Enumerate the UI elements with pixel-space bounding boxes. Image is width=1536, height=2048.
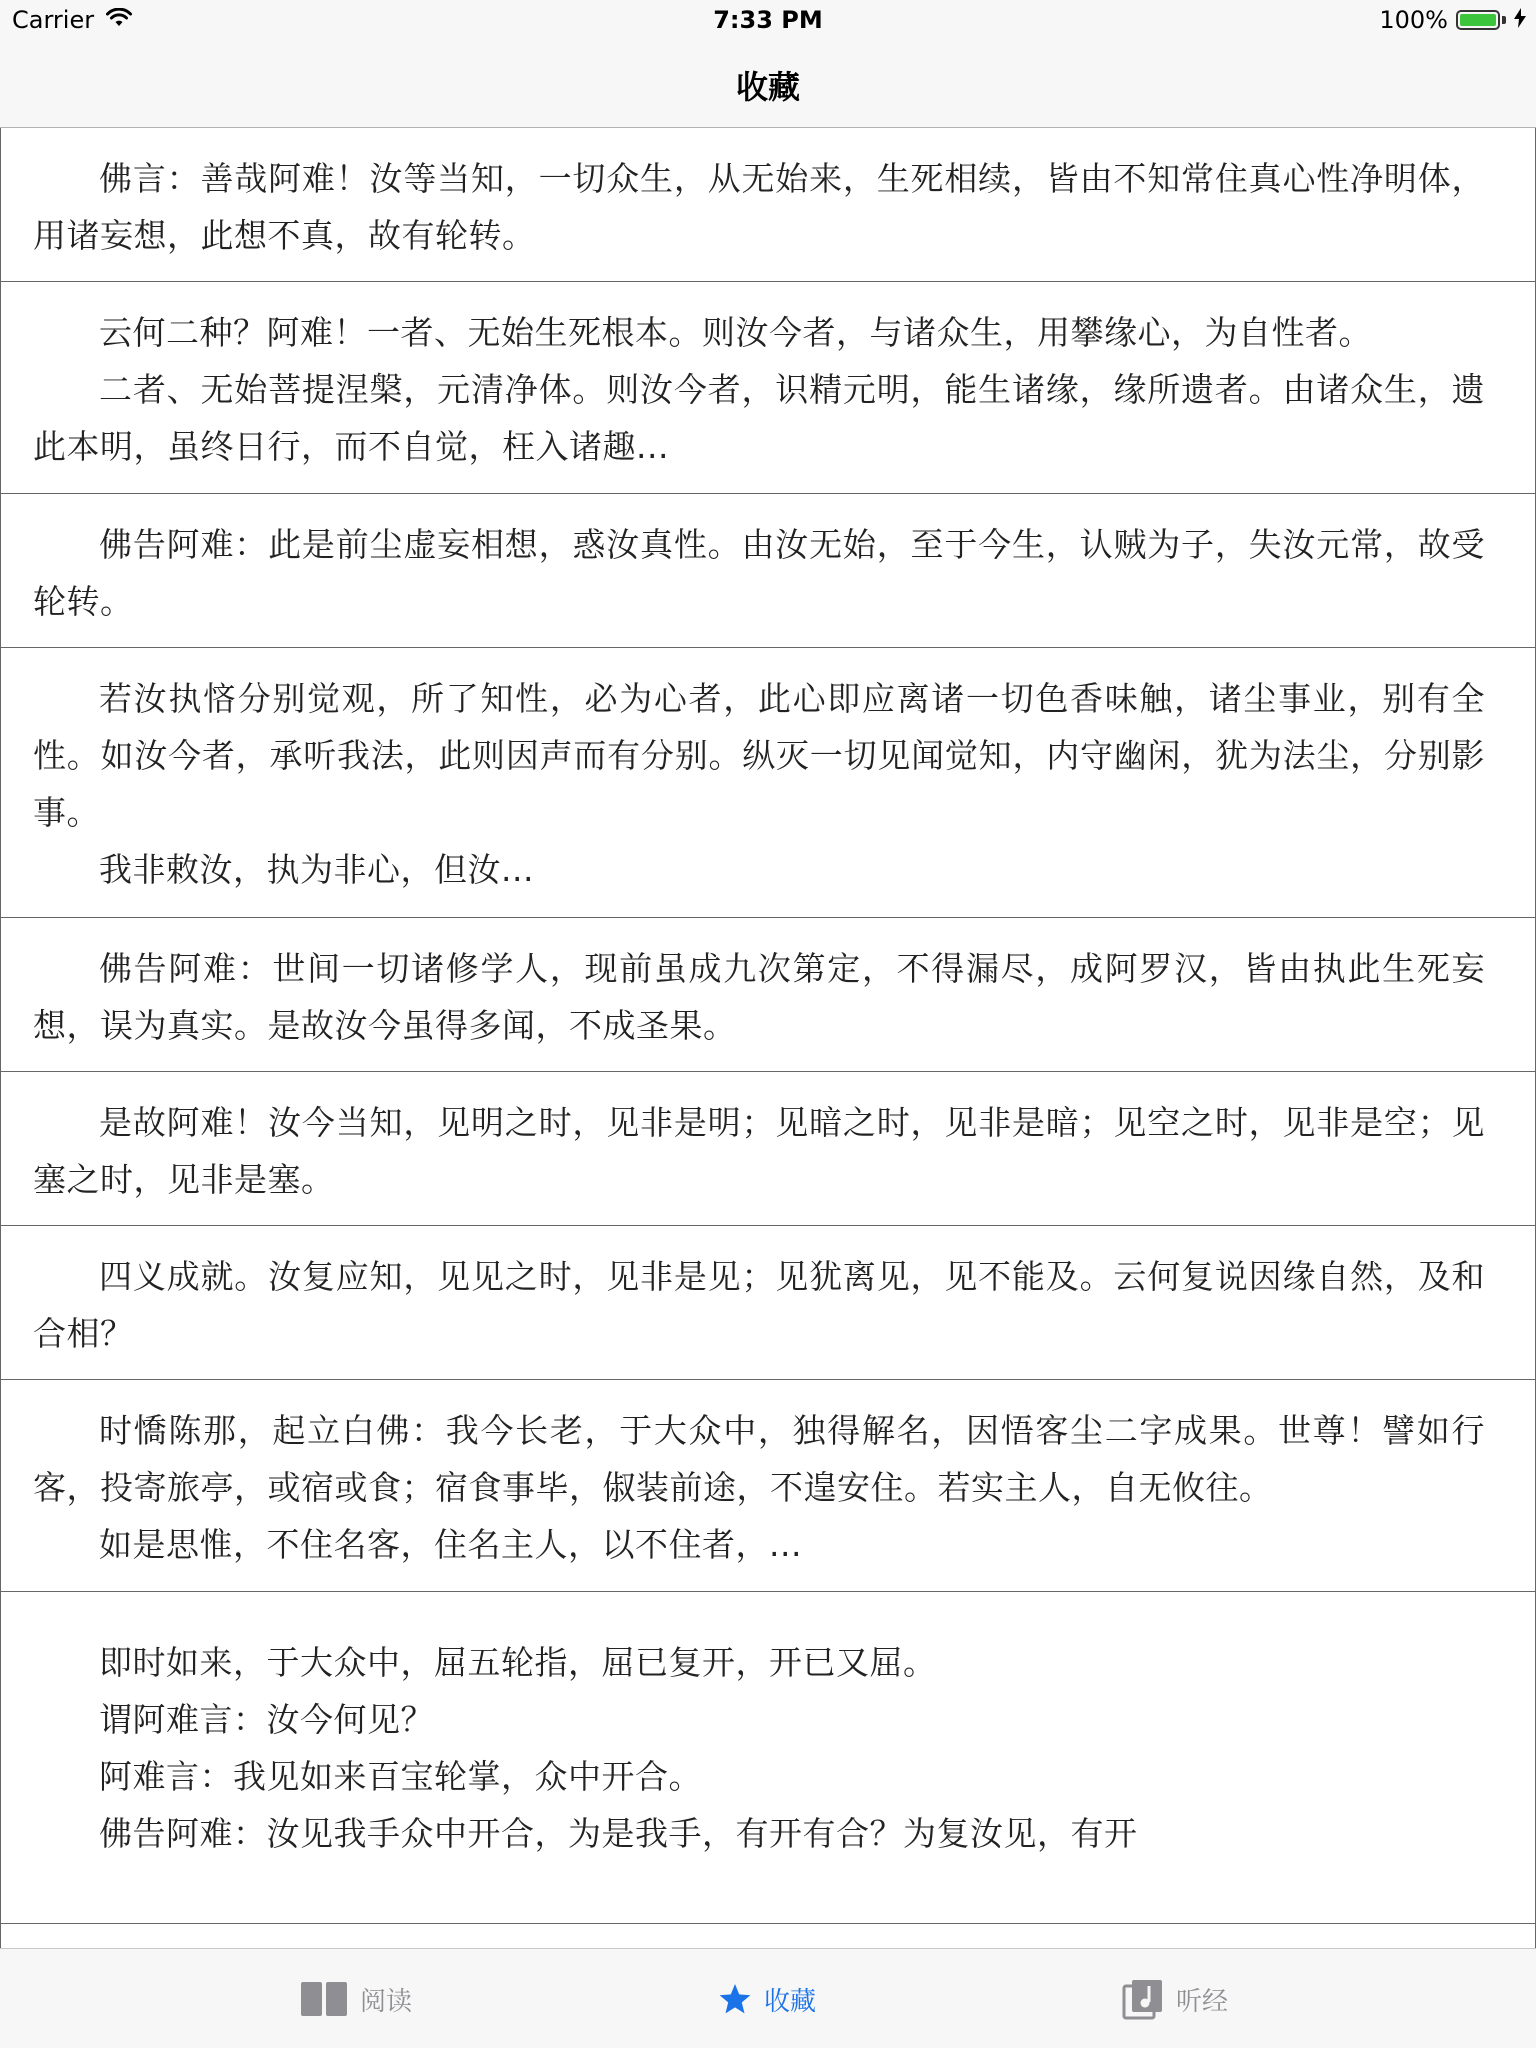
favorite-item[interactable] <box>0 282 1536 494</box>
status-right <box>1379 6 1526 34</box>
favorite-item[interactable] <box>0 1592 1536 1924</box>
favorite-item[interactable] <box>0 918 1536 1072</box>
favorite-paragraph: 云何二种？阿难！一者、无始生死根本。则汝今者，与诸众生，用攀缘心，为自性者。 <box>99 313 1372 352</box>
battery-percent: 100% <box>1379 6 1448 34</box>
star-icon <box>718 1982 752 2016</box>
battery-icon <box>1456 10 1500 30</box>
battery-fill <box>1460 14 1496 26</box>
favorites-list[interactable] <box>0 128 1536 1948</box>
favorite-paragraph: 若汝执悋分别觉观，所了知性，必为心者，此心即应离诸一切色香味触，诸尘事业，别有全性。如汝今者，承听我法，此则因声而有分别。纵灭一切见闻觉知，内守幽闲，犹为法尘，分别影事。 <box>33 679 1485 832</box>
tab-bar <box>0 1948 1536 2048</box>
favorite-paragraph: 是故阿难！汝今当知，见明之时，见非是明；见暗之时，见非是暗；见空之时，见非是空；见塞之时，见非是塞。 <box>33 1103 1485 1199</box>
music-note-icon <box>1122 1978 1164 2020</box>
favorite-paragraph: 佛告阿难：世间一切诸修学人，现前虽成九次第定，不得漏尽，成阿罗汉，皆由执此生死妄想，误为真实。是故汝今虽得多闻，不成圣果。 <box>33 949 1485 1045</box>
favorite-paragraph: 四义成就。汝复应知，见见之时，见非是见；见犹离见，见不能及。云何复说因缘自然，及和合相？ <box>33 1257 1485 1353</box>
favorite-paragraph: 阿难言：我见如来百宝轮掌，众中开合。 <box>99 1757 702 1796</box>
favorite-item[interactable] <box>0 1924 1536 1948</box>
favorite-paragraph: 二者、无始菩提涅槃，元清净体。则汝今者，识精元明，能生诸缘，缘所遗者。由诸众生，遗此本明，虽终日行，而不自觉，枉入诸趣... <box>33 370 1485 466</box>
favorite-item[interactable] <box>0 1226 1536 1380</box>
tab-label: 收藏 <box>764 1986 817 2017</box>
favorite-item[interactable] <box>0 128 1536 282</box>
tab-read[interactable] <box>300 1949 412 2048</box>
favorite-paragraph: 时憍陈那，起立白佛：我今长老，于大众中，独得解名，因悟客尘二字成果。世尊！譬如行客，投寄旅亭，或宿或食；宿食事毕，俶装前途，不遑安住。若实主人，自无攸往。 <box>33 1411 1485 1507</box>
book-icon <box>300 1979 348 2019</box>
status-bar <box>0 0 1536 40</box>
favorite-paragraph: 我非敕汝，执为非心，但汝... <box>99 850 534 889</box>
carrier-label: Carrier <box>12 6 95 34</box>
tab-listen[interactable] <box>1122 1949 1228 2048</box>
favorite-paragraph: 佛言：善哉阿难！汝等当知，一切众生，从无始来，生死相续，皆由不知常住真心性净明体，用诸妄想，此想不真，故有轮转。 <box>33 159 1485 255</box>
favorite-paragraph: 如是思惟，不住名客，住名主人，以不住者，... <box>99 1525 802 1564</box>
navigation-bar <box>0 40 1536 128</box>
bolt-icon <box>1514 6 1526 34</box>
status-time: 7:33 PM <box>713 6 823 34</box>
favorite-paragraph: 佛告阿难：汝见我手众中开合，为是我手，有开有合？为复汝见，有开 <box>99 1814 1138 1853</box>
tab-favorites[interactable] <box>718 1949 816 2048</box>
tab-label: 听经 <box>1176 1986 1229 2017</box>
favorite-paragraph: 佛告阿难：此是前尘虚妄相想，惑汝真性。由汝无始，至于今生，认贼为子，失汝元常，故受轮转。 <box>33 525 1485 621</box>
favorite-paragraph: 谓阿难言：汝今何见？ <box>99 1700 434 1739</box>
tab-label: 阅读 <box>360 1986 413 2017</box>
favorite-paragraph: 即时如来，于大众中，屈五轮指，屈已复开，开已又屈。 <box>99 1643 937 1682</box>
favorite-item[interactable] <box>0 648 1536 918</box>
page-title: 收藏 <box>735 68 800 106</box>
favorite-item[interactable] <box>0 494 1536 648</box>
favorite-item[interactable] <box>0 1380 1536 1592</box>
battery-tip <box>1502 16 1506 24</box>
favorite-item[interactable] <box>0 1072 1536 1226</box>
